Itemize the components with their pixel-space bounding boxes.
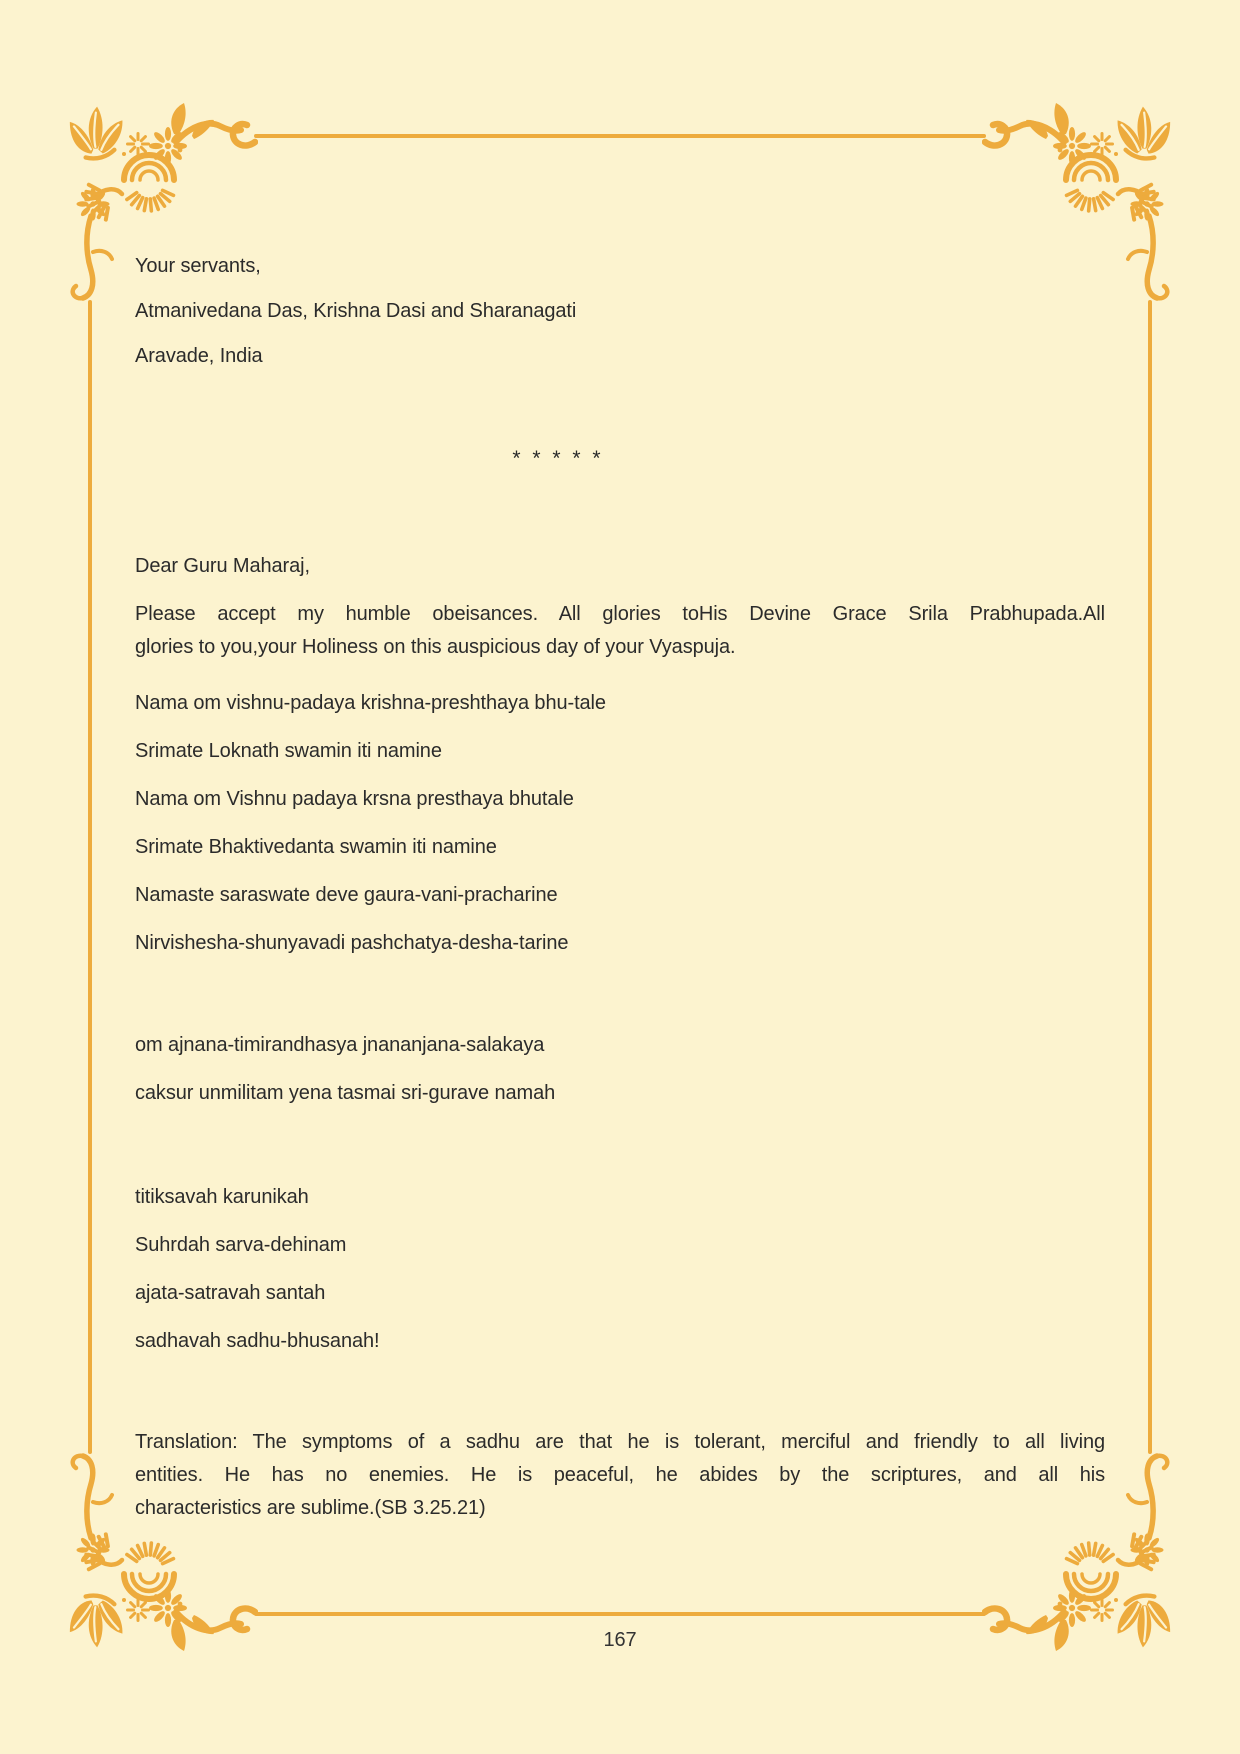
verse-line: Srimate Bhaktivedanta swamin iti namine bbox=[135, 836, 497, 858]
opening-paragraph-line-1: Please accept my humble obeisances. All glories toHis Devine Grace Srila Prabhupada.All bbox=[135, 603, 1105, 625]
translation-line-1: Translation: The symptoms of a sadhu are that he is tolerant, merciful and friendly to all living bbox=[135, 1431, 1105, 1453]
border-line-bottom bbox=[254, 1612, 986, 1616]
corner-flourish-top-right-icon bbox=[982, 92, 1182, 312]
verse-line: ajata-satravah santah bbox=[135, 1282, 326, 1304]
verse-line: sadhavah sadhu-bhusanah! bbox=[135, 1330, 380, 1352]
border-line-top bbox=[254, 134, 986, 138]
border-line-right bbox=[1148, 300, 1152, 1454]
section-separator: * * * * * bbox=[512, 447, 604, 470]
opening-paragraph-line-2: glories to you,your Holiness on this auspicious day of your Vyaspuja. bbox=[135, 636, 736, 658]
verse-line: titiksavah karunikah bbox=[135, 1186, 309, 1208]
verse-line: Srimate Loknath swamin iti namine bbox=[135, 740, 442, 762]
border-line-left bbox=[88, 300, 92, 1454]
verse-line: Namaste saraswate deve gaura-vani-pracharine bbox=[135, 884, 558, 906]
salutation: Dear Guru Maharaj, bbox=[135, 555, 310, 577]
translation-line-2: entities. He has no enemies. He is peaceful, he abides by the scriptures, and all his bbox=[135, 1464, 1105, 1486]
signature-location: Aravade, India bbox=[135, 345, 263, 367]
verse-line: Suhrdah sarva-dehinam bbox=[135, 1234, 347, 1256]
signature-closing: Your servants, bbox=[135, 255, 261, 277]
corner-flourish-top-left-icon bbox=[58, 92, 258, 312]
verse-line: om ajnana-timirandhasya jnananjana-salakaya bbox=[135, 1034, 545, 1056]
verse-line: Nama om Vishnu padaya krsna presthaya bhutale bbox=[135, 788, 574, 810]
page-number: 167 bbox=[603, 1629, 637, 1651]
verse-line: Nama om vishnu-padaya krishna-preshthaya bhu-tale bbox=[135, 692, 606, 714]
verse-line: caksur unmilitam yena tasmai sri-gurave namah bbox=[135, 1082, 556, 1104]
translation-line-3: characteristics are sublime.(SB 3.25.21) bbox=[135, 1497, 486, 1519]
signature-names: Atmanivedana Das, Krishna Dasi and Sharanagati bbox=[135, 300, 577, 322]
verse-line: Nirvishesha-shunyavadi pashchatya-desha-tarine bbox=[135, 932, 569, 954]
